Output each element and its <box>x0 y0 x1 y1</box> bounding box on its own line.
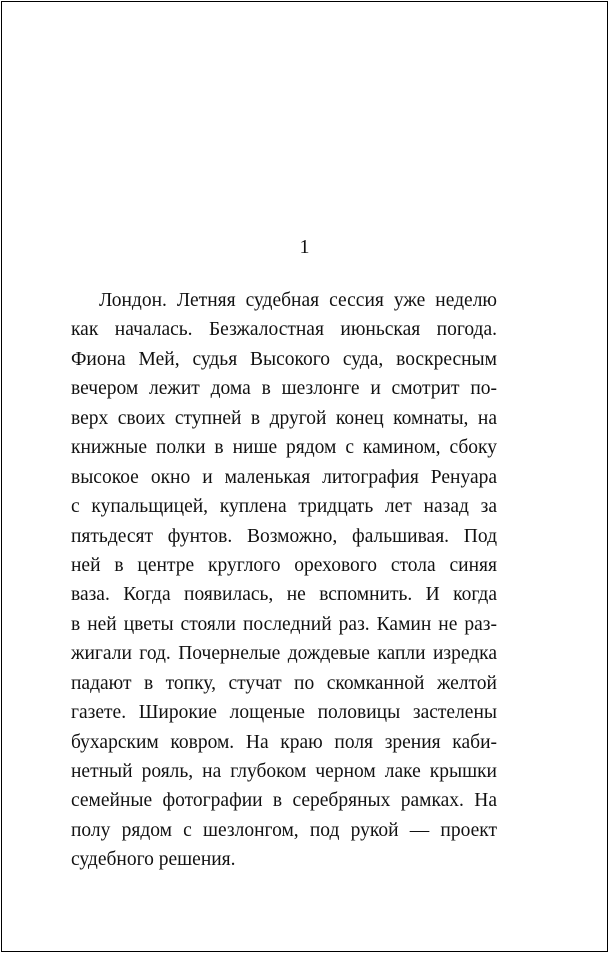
text-line: ней в центре круглого орехового стола синяя <box>71 554 497 576</box>
text-line: с купальщицей, куплена тридцать лет назад за <box>71 496 497 518</box>
chapter-number: 1 <box>299 236 310 258</box>
text-line: полу рядом с шезлонгом, под рукой — проект <box>71 819 497 841</box>
text-line: пятьдесят фунтов. Возможно, фальшивая. Под <box>71 525 497 547</box>
paragraph <box>71 286 497 875</box>
text-line: жигали год. Почернелые дождевые капли изредка <box>71 643 497 665</box>
text-line: судебного решения. <box>71 849 236 871</box>
book-page <box>1 1 608 952</box>
text-line: как началась. Безжалостная июньская погода. <box>71 319 497 341</box>
text-line: нетный рояль, на глубоком черном лаке крышки <box>71 761 497 782</box>
text-line: ваза. Когда появилась, не вспомнить. И когда <box>71 584 497 606</box>
text-line: в ней цветы стояли последний раз. Камин не раз- <box>71 613 497 635</box>
text-line: семейные фотографии в серебряных рамках. На <box>71 790 497 812</box>
text-line: газете. Широкие лощеные половицы застелены <box>71 702 497 724</box>
text-line: бухарским ковром. На краю поля зрения каби- <box>71 731 497 753</box>
text-line: книжные полки в нише рядом с камином, сбоку <box>71 437 497 459</box>
text-line: верх своих ступней в другой конец комнаты, на <box>71 407 497 429</box>
text-line: вечером лежит дома в шезлонге и смотрит по- <box>71 378 497 400</box>
text-line: Фиона Мей, судья Высокого суда, воскресным <box>71 348 497 370</box>
text-line: высокое окно и маленькая литография Ренуара <box>71 466 497 488</box>
text-line: Лондон. Летняя судебная сессия уже неделю <box>99 290 497 311</box>
text-line: падают в топку, стучат по скомканной желтой <box>71 672 497 694</box>
